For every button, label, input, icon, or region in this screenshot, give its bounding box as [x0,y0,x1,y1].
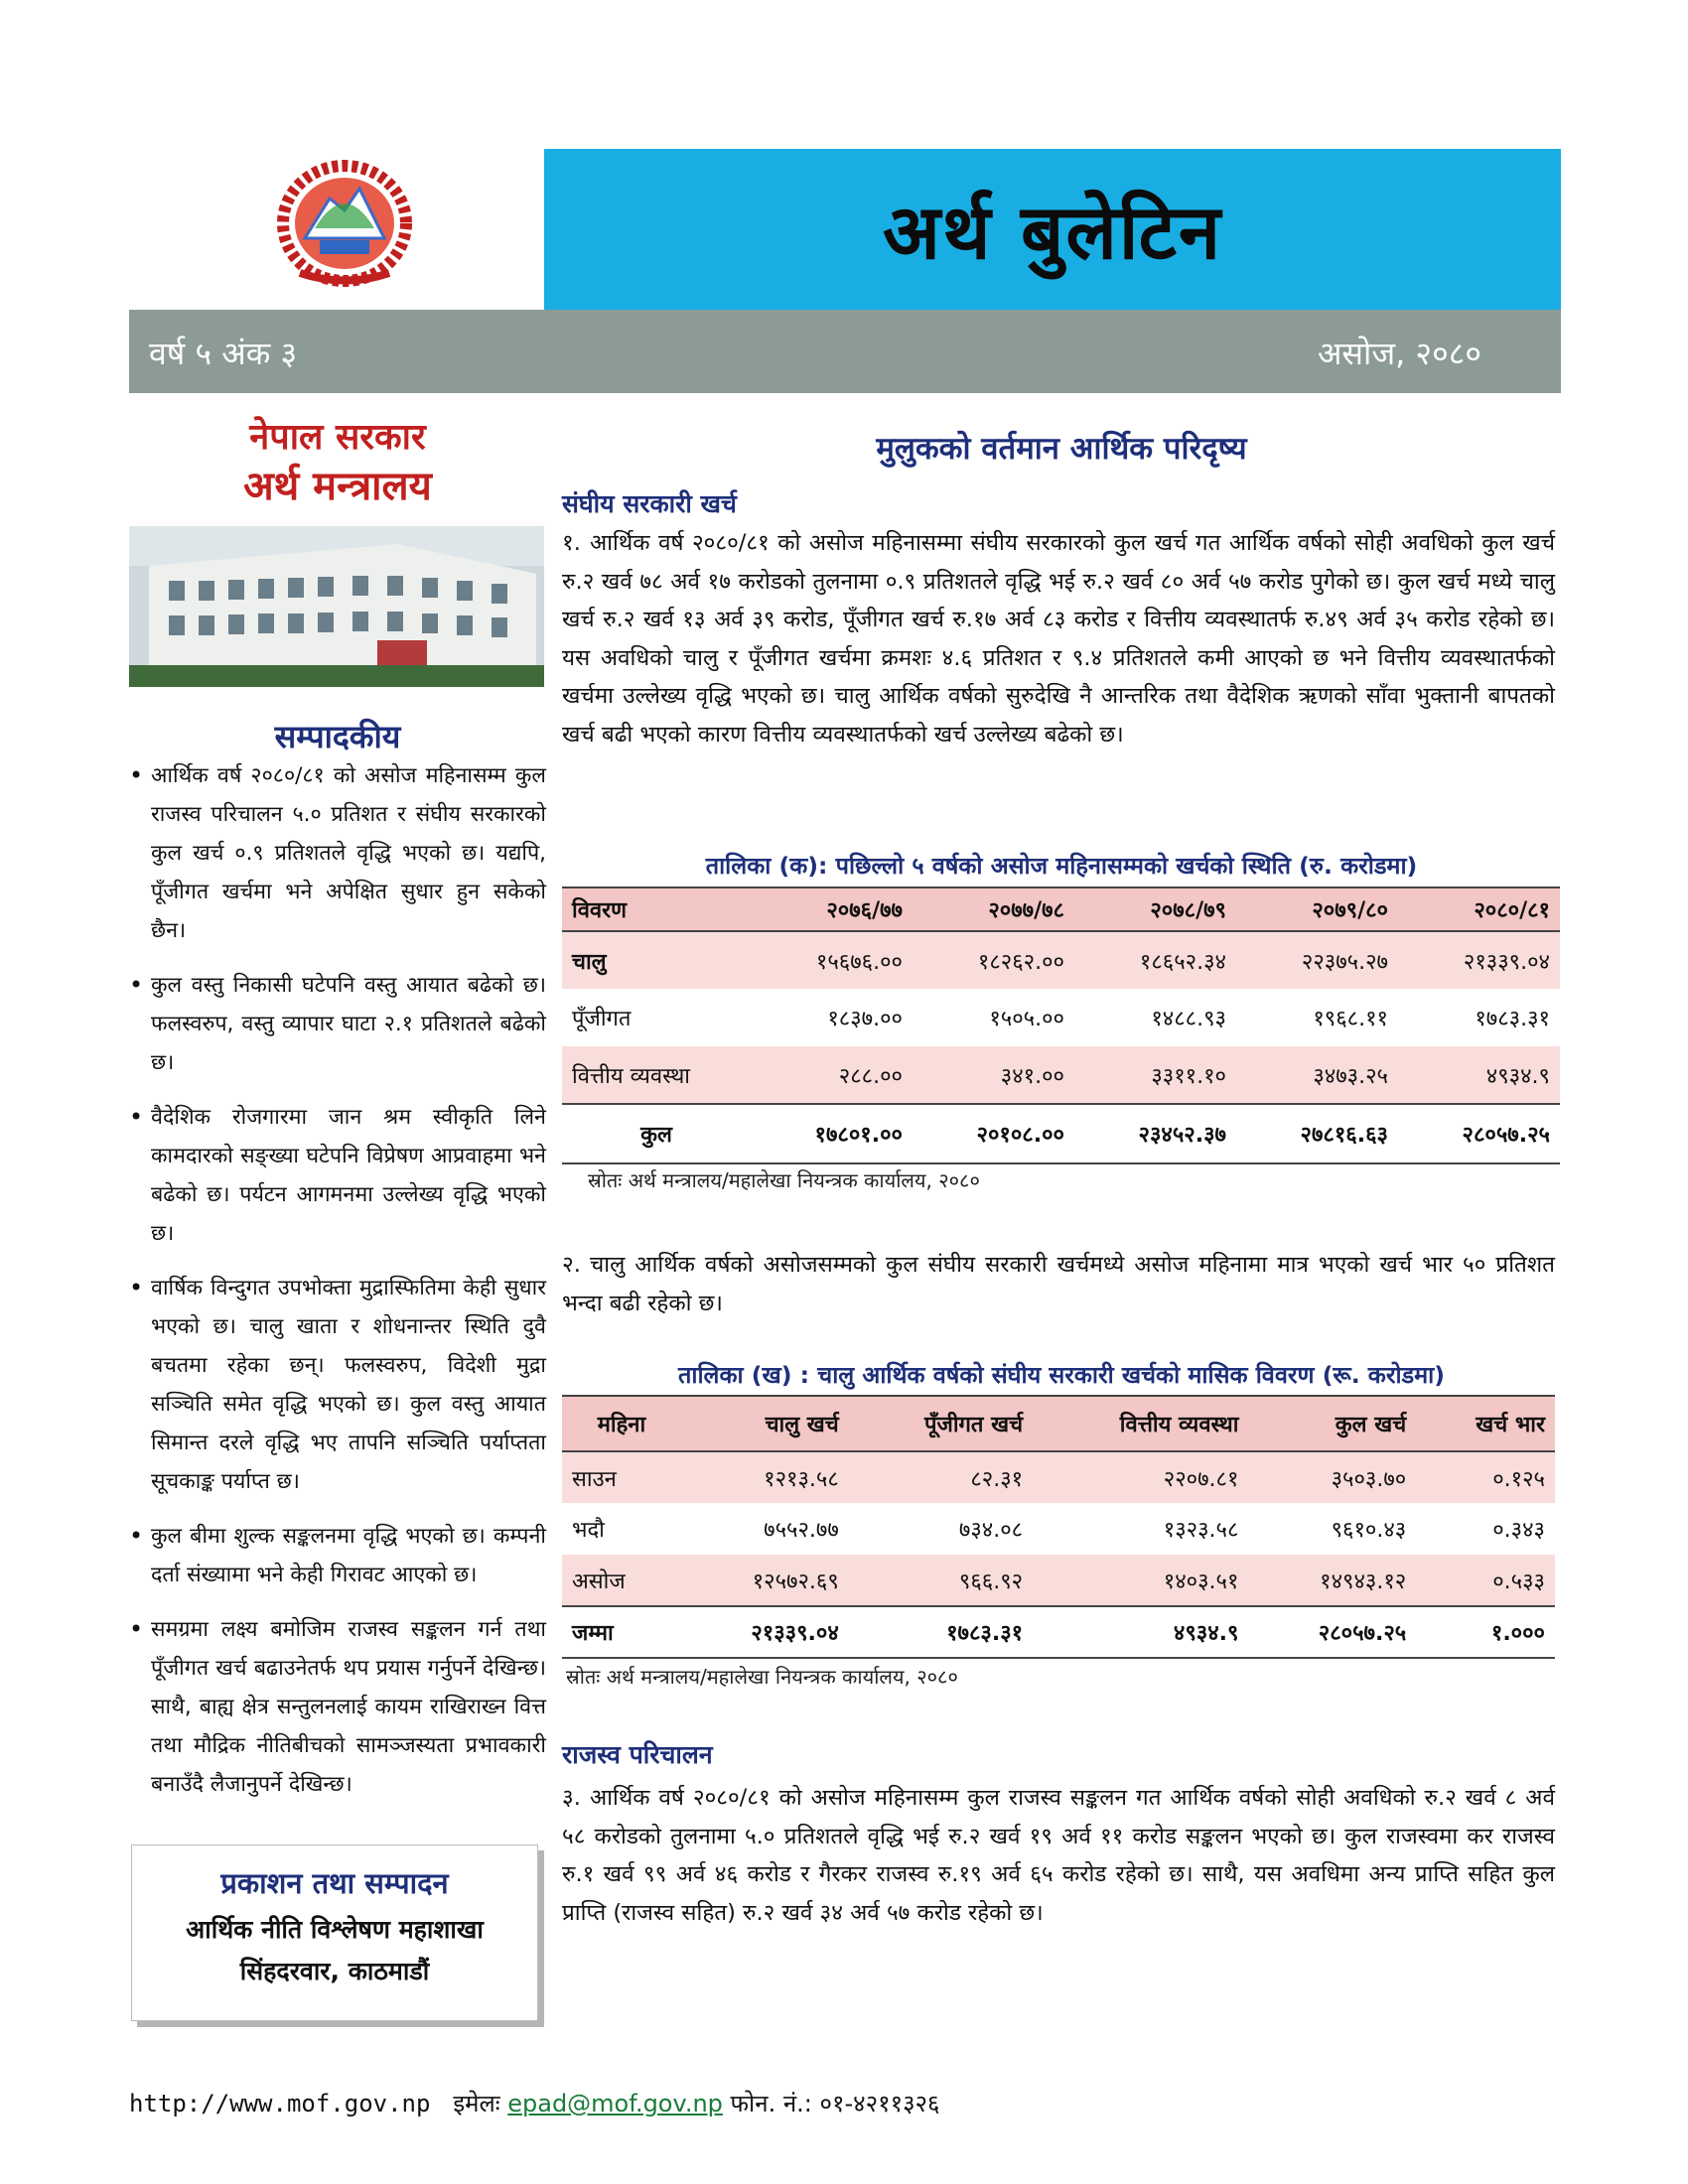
issue-number: वर्ष ५ अंक ३ [149,335,298,372]
paragraph-number: २. [562,1252,581,1278]
table-row-label: कुल [640,1123,672,1148]
publication-heading: प्रकाशन तथा सम्पादन [220,1866,449,1900]
editorial-bullet: • वार्षिक विन्दुगत उपभोक्ता मुद्रास्फितिमा केही सुधार भएको छ। चालु खाता र शोधनान्तर स्थिति दुवै बचतमा रहेका छन्। फलस्वरुप, विदेशी मुद्रा सञ्चिति समेत वृद्धि भएको छ। कुल वस्तु आयात सिमान्त दरले वृद्धि भए तापनि सञ्चिति पर्याप्तता सूचकाङ्क पर्याप्त छ। [129,1269,546,1501]
table-cell: २७८१६.६३ [1300,1123,1388,1148]
table-header-cell: २०७९/८० [1312,898,1388,923]
publication-address: सिंहदरवार, काठमाडौं [239,1957,430,1985]
table-cell: २८८.०० [838,1063,903,1089]
table-cell: २८०५७.२५ [1318,1621,1407,1646]
table-row [562,1046,1560,1104]
subheading-federal-expenditure: संघीय सरकारी खर्च [562,489,737,518]
table-cell: १३२३.५८ [1163,1518,1239,1543]
table-cell: ८२.३१ [970,1466,1024,1492]
table-cell: ९६१०.४३ [1331,1518,1407,1543]
table-b-source: स्रोतः अर्थ मन्त्रालय/महालेखा नियन्त्रक कार्यालय, २०८० [566,1665,958,1689]
publication-box [131,1844,538,2021]
editorial-bullet: • आर्थिक वर्ष २०८०/८१ को असोज महिनासम्म कुल राजस्व परिचालन ५.० प्रतिशत र संघीय सरकारको कुल खर्च ०.९ प्रतिशतले वृद्धि भएको छ। यद्यपि, पूँजीगत खर्चमा भने अपेक्षित सुधार हुन सकेको छैन। [129,756,546,950]
table-cell: १.००० [1490,1621,1545,1646]
government-name: नेपाल सरकार [249,416,426,458]
table-cell: ४९३४.९ [1173,1621,1239,1646]
section-title: मुलुकको वर्तमान आर्थिक परिदृष्य [876,431,1247,467]
table-header-cell: खर्च भार [1476,1413,1545,1437]
footer [129,2087,1561,2126]
phone-number: ०१-४२११३२६ [819,2090,940,2117]
table-cell: २८०५७.२५ [1462,1123,1550,1148]
table-cell: ३४७३.२५ [1313,1063,1388,1089]
table-header-cell: २०८०/८१ [1474,898,1550,923]
table-row [562,1503,1555,1555]
table-cell: १७८०१.०० [814,1123,903,1148]
table-header-cell: २०७७/७८ [988,898,1064,923]
ministry-building-image [129,526,544,687]
table-cell: १९६८.११ [1313,1007,1388,1031]
table-header-cell: २०७८/७९ [1150,898,1226,923]
table-cell: ३५०३.७० [1331,1466,1407,1492]
paragraph-2 [562,1246,1555,1322]
table-header-row [562,1396,1555,1451]
table-cell: १४९४३.१२ [1320,1569,1407,1594]
table-cell: ३३११.१० [1151,1063,1226,1089]
table-header-cell: २०७६/७७ [826,898,903,923]
main-content [562,397,1561,1985]
paragraph-3 [562,1779,1555,1932]
issue-date: असोज, २०८० [1317,335,1481,372]
table-a [562,887,1560,1164]
email-label: इमेलः [453,2090,500,2117]
table-cell: २१३३९.०४ [1463,949,1550,975]
subheading-revenue: राजस्व परिचालन [562,1740,713,1769]
table-cell: २१३३९.०४ [751,1621,839,1646]
table-cell: १४०३.५१ [1163,1569,1239,1594]
table-row [562,931,1560,989]
table-cell: ०.३४३ [1492,1518,1545,1543]
table-total-row [562,1104,1560,1163]
table-b-caption: तालिका (ख) : चालु आर्थिक वर्षको संघीय सरकारी खर्चको मासिक विवरण (रू. करोडमा) [677,1361,1445,1389]
nepal-emblem-logo [260,149,429,298]
table-cell: २०१०८.०० [976,1123,1064,1148]
table-total-row [562,1606,1555,1658]
table-cell: २२३७५.२७ [1301,949,1388,975]
table-row [562,1451,1555,1503]
bulletin-title: अर्थ बुलेटिन [882,187,1223,276]
table-header-cell: विवरण [572,898,628,923]
editorial-bullet: • समग्रमा लक्ष्य बमोजिम राजस्व सङ्कलन गर्न तथा पूँजीगत खर्च बढाउनेतर्फ थप प्रयास गर्नुपर्ने देखिन्छ। साथै, बाह्य क्षेत्र सन्तुलनलाई कायम राखिराख्न वित्त तथा मौद्रिक नीतिबीचको सामञ्जस्यता प्रभावकारी बनाउँदै लैजानुपर्ने देखिन्छ। [129,1610,546,1804]
table-cell: १२५७२.६९ [752,1569,839,1594]
bulletin-title-band [544,149,1561,310]
editorial-bullet: • कुल बीमा शुल्क सङ्कलनमा वृद्धि भएको छ। कम्पनी दर्ता संख्यामा भने केही गिरावट आएको छ। [129,1517,546,1594]
paragraph-1 [562,524,1555,753]
editorial-bullets [129,756,546,1820]
table-cell: ०.१२५ [1492,1466,1545,1492]
table-header-cell: कुल खर्च [1335,1413,1407,1437]
table-cell: १८३७.०० [827,1007,903,1031]
issue-band [129,310,1561,393]
table-row [562,989,1560,1046]
table-header-cell: वित्तीय व्यवस्था [1119,1413,1239,1437]
table-row [562,1555,1555,1606]
table-row-label: भदौ [572,1518,605,1543]
table-row-label: चालु [572,949,607,975]
paragraph-text: चालु आर्थिक वर्षको असोजसम्मको कुल संघीय सरकारी खर्चमध्ये असोज महिनामा मात्र भएको खर्च भार ५० प्रतिशत भन्दा बढी रहेको छ। [562,1252,1555,1316]
table-header-row [562,887,1560,931]
table-cell: २३४५२.३७ [1138,1123,1226,1148]
table-cell: १७८३.३१ [946,1621,1024,1646]
table-cell: ०.५३३ [1492,1569,1545,1594]
table-header-cell: महिना [597,1413,646,1437]
ministry-name: अर्थ मन्त्रालय [243,463,432,509]
paragraph-text: आर्थिक वर्ष २०८०/८१ को असोज महिनासम्मा संघीय सरकारको कुल खर्च गत आर्थिक वर्षको सोही अवधिको कुल खर्च रु.२ खर्व ७८ अर्व १७ करोडको तुलनामा ०.९ प्रतिशतले वृद्धि भई रु.२ खर्व ८० अर्व ५७ करोड पुगेको छ। कुल खर्च मध्ये चालु खर्च रु.२ खर्व १३ अर्व ३९ करोड, पूँजीगत खर्च रु.१७ अर्व ८३ करोड र वित्तीय व्यवस्थातर्फ रु.४९ अर्व ३५ करोड रहेको छ। यस अवधिको चालु र पूँजीगत खर्चमा क्रमशः ४.६ प्रतिशत र ९.४ प्रतिशतले कमी आएको छ भने वित्तीय व्यवस्थातर्फको खर्चमा उल्लेख्य वृद्धि भएको छ। चालु आर्थिक वर्षको सुरुदेखि नै आन्तरिक तथा वैदेशिक ऋणको साँवा भुक्तानी बापतको खर्च बढी भएको कारण वित्तीय व्यवस्थातर्फको खर्च उल्लेख्य बढेको छ। [562,530,1555,748]
table-header-cell: चालु खर्च [765,1413,839,1437]
table-header-cell: पूँजीगत खर्च [924,1413,1024,1437]
editorial-bullet: • कुल वस्तु निकासी घटेपनि वस्तु आयात बढेको छ। फलस्वरुप, वस्तु व्यापार घाटा २.१ प्रतिशतले बढेको छ। [129,966,546,1082]
editorial-heading: सम्पादकीय [274,718,401,755]
table-row-label: पूँजीगत [572,1007,632,1031]
table-row-label: असोज [572,1569,626,1594]
paragraph-text: आर्थिक वर्ष २०८०/८१ को असोज महिनासम्म कुल राजस्व सङ्कलन गत आर्थिक वर्षको सोही अवधिको रु.२ खर्व ८ अर्व ५८ करोडको तुलनामा ५.० प्रतिशतले वृद्धि भई रु.२ खर्व १९ अर्व ११ करोड सङ्कलन भएको छ। कुल राजस्वमा कर राजस्व रु.१ खर्व ९९ अर्व ४६ करोड र गैरकर राजस्व रु.१९ अर्व ६५ करोड रहेको छ। साथै, यस अवधिमा अन्य प्राप्ति सहित कुल प्राप्ति (राजस्व सहित) रु.२ खर्व ३४ अर्व ५७ करोड रहेको छ। [562,1785,1555,1926]
table-cell: ७५५२.७७ [764,1518,839,1543]
table-cell: १७८३.३१ [1475,1007,1550,1031]
table-cell: २२०७.८१ [1163,1466,1239,1492]
table-b [562,1395,1555,1659]
table-cell: ७३४.०८ [958,1518,1024,1543]
table-cell: १५०५.०० [989,1007,1064,1031]
table-cell: १८६५२.३४ [1139,949,1226,975]
table-row-label: साउन [572,1466,617,1492]
table-cell: १२१३.५८ [764,1466,839,1492]
sidebar [129,397,546,2045]
table-cell: ३४१.०० [1000,1063,1064,1089]
table-cell: १५६७६.०० [815,949,903,975]
table-row-label: वित्तीय व्यवस्था [572,1063,690,1089]
publication-division: आर्थिक नीति विश्लेषण महाशाखा [186,1915,484,1944]
table-a-source: स्रोतः अर्थ मन्त्रालय/महालेखा नियन्त्रक कार्यालय, २०८० [588,1168,980,1192]
table-a-caption: तालिका (क): पछिल्लो ५ वर्षको असोज महिनासम्मको खर्चको स्थिति (रु. करोडमा) [705,852,1418,880]
phone-label: फोन. नं.: [730,2090,812,2117]
table-cell: १४८८.९३ [1151,1007,1226,1031]
paragraph-number: १. [562,530,581,556]
website-link[interactable]: http://www.mof.gov.np [129,2090,431,2117]
table-row-label: जम्मा [572,1621,614,1646]
email-link[interactable]: epad@mof.gov.np [507,2090,723,2117]
editorial-bullet: • वैदेशिक रोजगारमा जान श्रम स्वीकृति लिने कामदारको सङ्ख्या घटेपनि विप्रेषण आप्रवाहमा भने बढेको छ। पर्यटन आगमनमा उल्लेख्य वृद्धि भएको छ। [129,1098,546,1253]
table-cell: ४९३४.९ [1485,1063,1550,1089]
table-cell: ९६६.९२ [958,1569,1024,1594]
paragraph-number: ३. [562,1785,581,1811]
table-cell: १८२६२.०० [977,949,1064,975]
